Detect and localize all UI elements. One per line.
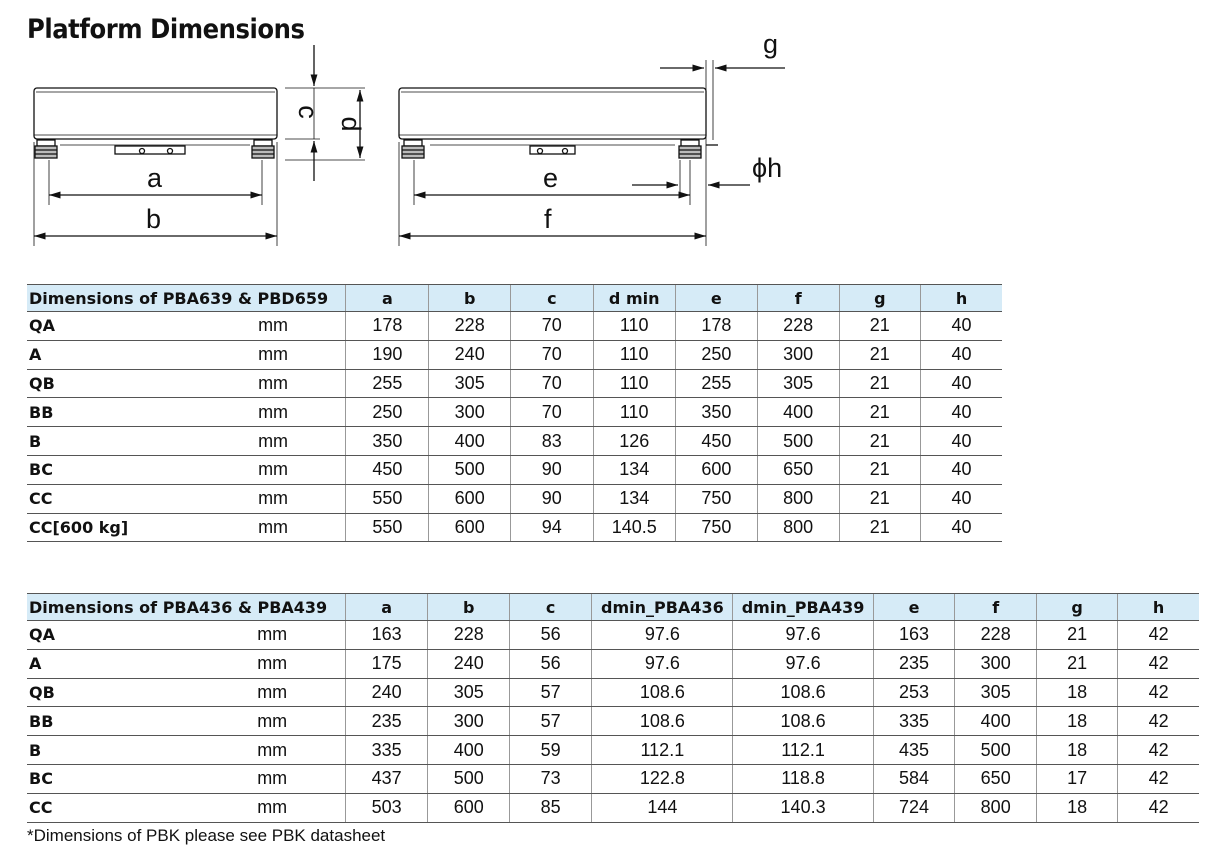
value-cell: 40 — [921, 513, 1002, 542]
value-cell: 724 — [873, 793, 955, 822]
value-cell: 21 — [1037, 621, 1118, 650]
value-cell: 350 — [675, 398, 757, 427]
value-cell: 118.8 — [733, 764, 873, 793]
table-row — [27, 398, 1002, 427]
unit-cell: mm — [200, 793, 346, 822]
value-cell: 112.1 — [733, 736, 873, 765]
value-cell: 57 — [510, 707, 592, 736]
platform-front-view — [34, 88, 277, 158]
column-header: g — [839, 285, 920, 312]
table-row — [27, 369, 1002, 398]
row-label: B — [27, 427, 201, 456]
value-cell: 83 — [511, 427, 593, 456]
value-cell: 240 — [428, 649, 510, 678]
value-cell: 500 — [757, 427, 839, 456]
table-row — [27, 340, 1002, 369]
value-cell: 40 — [921, 427, 1002, 456]
value-cell: 600 — [429, 484, 511, 513]
value-cell: 600 — [675, 455, 757, 484]
value-cell: 21 — [1037, 649, 1118, 678]
column-header: c — [510, 594, 592, 621]
value-cell: 800 — [757, 484, 839, 513]
value-cell: 134 — [593, 484, 675, 513]
value-cell: 18 — [1037, 793, 1118, 822]
table-row — [27, 427, 1002, 456]
value-cell: 18 — [1037, 707, 1118, 736]
value-cell: 112.1 — [592, 736, 733, 765]
value-cell: 500 — [428, 764, 510, 793]
label-f: f — [544, 204, 552, 234]
value-cell: 140.5 — [593, 513, 675, 542]
value-cell: 750 — [675, 513, 757, 542]
unit-cell: mm — [201, 455, 346, 484]
row-label: CC — [27, 484, 201, 513]
value-cell: 305 — [955, 678, 1037, 707]
value-cell: 163 — [873, 621, 955, 650]
value-cell: 42 — [1118, 678, 1199, 707]
value-cell: 228 — [428, 621, 510, 650]
value-cell: 110 — [593, 398, 675, 427]
value-cell: 140.3 — [733, 793, 873, 822]
value-cell: 108.6 — [733, 678, 873, 707]
value-cell: 235 — [345, 707, 428, 736]
value-cell: 178 — [675, 312, 757, 341]
value-cell: 300 — [428, 707, 510, 736]
value-cell: 650 — [955, 764, 1037, 793]
unit-cell: mm — [201, 398, 346, 427]
label-d: d — [336, 116, 366, 132]
table-row — [27, 793, 1199, 822]
page-title: Platform Dimensions — [27, 14, 305, 45]
table-row — [27, 455, 1002, 484]
column-header: dmin_PBA436 — [592, 594, 733, 621]
row-label: CC[600 kg] — [27, 513, 201, 542]
column-header: h — [921, 285, 1002, 312]
unit-cell: mm — [201, 484, 346, 513]
value-cell: 70 — [511, 369, 593, 398]
column-header: h — [1118, 594, 1199, 621]
unit-cell: mm — [200, 707, 346, 736]
table-title-header: Dimensions of PBA639 & PBD659 — [27, 285, 346, 312]
value-cell: 90 — [511, 455, 593, 484]
value-cell: 235 — [873, 649, 955, 678]
table-row — [27, 484, 1002, 513]
column-header: d min — [593, 285, 675, 312]
table-title-header: Dimensions of PBA436 & PBA439 — [27, 594, 345, 621]
label-b: b — [146, 204, 162, 234]
column-header: c — [511, 285, 593, 312]
column-header: g — [1037, 594, 1118, 621]
value-cell: 108.6 — [592, 678, 733, 707]
value-cell: 42 — [1118, 764, 1199, 793]
row-label: BC — [27, 764, 200, 793]
value-cell: 435 — [873, 736, 955, 765]
row-label: BB — [27, 398, 201, 427]
table-row — [27, 707, 1199, 736]
value-cell: 85 — [510, 793, 592, 822]
value-cell: 250 — [346, 398, 429, 427]
value-cell: 42 — [1118, 621, 1199, 650]
dimensions-table-pba639-pbd659 — [27, 284, 1002, 542]
value-cell: 108.6 — [592, 707, 733, 736]
value-cell: 90 — [511, 484, 593, 513]
value-cell: 40 — [921, 484, 1002, 513]
value-cell: 255 — [675, 369, 757, 398]
value-cell: 400 — [955, 707, 1037, 736]
value-cell: 400 — [757, 398, 839, 427]
unit-cell: mm — [201, 340, 346, 369]
table-header-row — [27, 594, 1199, 621]
column-header: b — [429, 285, 511, 312]
unit-cell: mm — [200, 678, 346, 707]
row-label: BC — [27, 455, 201, 484]
unit-cell: mm — [201, 369, 346, 398]
value-cell: 21 — [839, 398, 920, 427]
value-cell: 400 — [428, 736, 510, 765]
platform-side-view — [399, 88, 718, 158]
value-cell: 584 — [873, 764, 955, 793]
value-cell: 70 — [511, 398, 593, 427]
table-row — [27, 736, 1199, 765]
row-label: A — [27, 340, 201, 369]
value-cell: 18 — [1037, 736, 1118, 765]
column-header: e — [675, 285, 757, 312]
value-cell: 73 — [510, 764, 592, 793]
dimensions-table-pba436-pba439 — [27, 593, 1199, 823]
value-cell: 503 — [345, 793, 428, 822]
value-cell: 21 — [839, 312, 920, 341]
value-cell: 70 — [511, 340, 593, 369]
value-cell: 97.6 — [733, 621, 873, 650]
value-cell: 500 — [429, 455, 511, 484]
value-cell: 240 — [429, 340, 511, 369]
value-cell: 97.6 — [592, 621, 733, 650]
value-cell: 450 — [346, 455, 429, 484]
value-cell: 21 — [839, 513, 920, 542]
row-label: B — [27, 736, 200, 765]
label-g: g — [763, 29, 779, 59]
value-cell: 110 — [593, 369, 675, 398]
row-label: QA — [27, 621, 200, 650]
value-cell: 450 — [675, 427, 757, 456]
value-cell: 110 — [593, 312, 675, 341]
column-header: a — [346, 285, 429, 312]
value-cell: 228 — [955, 621, 1037, 650]
column-header: f — [955, 594, 1037, 621]
table-header-row — [27, 285, 1002, 312]
value-cell: 163 — [345, 621, 428, 650]
value-cell: 600 — [429, 513, 511, 542]
label-c: c — [293, 105, 323, 119]
value-cell: 305 — [757, 369, 839, 398]
row-label: A — [27, 649, 200, 678]
value-cell: 800 — [757, 513, 839, 542]
unit-cell: mm — [200, 621, 346, 650]
value-cell: 650 — [757, 455, 839, 484]
value-cell: 300 — [757, 340, 839, 369]
value-cell: 40 — [921, 398, 1002, 427]
value-cell: 97.6 — [592, 649, 733, 678]
value-cell: 126 — [593, 427, 675, 456]
table-row — [27, 649, 1199, 678]
value-cell: 600 — [428, 793, 510, 822]
value-cell: 800 — [955, 793, 1037, 822]
platform-dimension-drawing — [0, 0, 1221, 270]
row-label: BB — [27, 707, 200, 736]
unit-cell: mm — [200, 649, 346, 678]
footnote: *Dimensions of PBK please see PBK datasheet — [27, 826, 386, 845]
value-cell: 110 — [593, 340, 675, 369]
value-cell: 335 — [345, 736, 428, 765]
unit-cell: mm — [200, 764, 346, 793]
value-cell: 59 — [510, 736, 592, 765]
value-cell: 228 — [757, 312, 839, 341]
row-label: QA — [27, 312, 201, 341]
value-cell: 40 — [921, 369, 1002, 398]
column-header: f — [757, 285, 839, 312]
value-cell: 94 — [511, 513, 593, 542]
value-cell: 122.8 — [592, 764, 733, 793]
value-cell: 175 — [345, 649, 428, 678]
value-cell: 190 — [346, 340, 429, 369]
row-label: CC — [27, 793, 200, 822]
value-cell: 550 — [346, 484, 429, 513]
value-cell: 144 — [592, 793, 733, 822]
column-header: dmin_PBA439 — [733, 594, 873, 621]
value-cell: 42 — [1118, 793, 1199, 822]
table-row — [27, 312, 1002, 341]
value-cell: 40 — [921, 312, 1002, 341]
value-cell: 18 — [1037, 678, 1118, 707]
value-cell: 350 — [346, 427, 429, 456]
value-cell: 255 — [346, 369, 429, 398]
value-cell: 305 — [429, 369, 511, 398]
value-cell: 21 — [839, 427, 920, 456]
value-cell: 134 — [593, 455, 675, 484]
unit-cell: mm — [200, 736, 346, 765]
value-cell: 335 — [873, 707, 955, 736]
value-cell: 42 — [1118, 649, 1199, 678]
value-cell: 56 — [510, 621, 592, 650]
value-cell: 250 — [675, 340, 757, 369]
value-cell: 108.6 — [733, 707, 873, 736]
value-cell: 21 — [839, 369, 920, 398]
value-cell: 300 — [429, 398, 511, 427]
row-label: QB — [27, 369, 201, 398]
value-cell: 228 — [429, 312, 511, 341]
table-row — [27, 764, 1199, 793]
value-cell: 17 — [1037, 764, 1118, 793]
value-cell: 40 — [921, 340, 1002, 369]
value-cell: 437 — [345, 764, 428, 793]
unit-cell: mm — [201, 427, 346, 456]
value-cell: 42 — [1118, 707, 1199, 736]
column-header: a — [345, 594, 428, 621]
row-label: QB — [27, 678, 200, 707]
value-cell: 305 — [428, 678, 510, 707]
table-row — [27, 621, 1199, 650]
value-cell: 21 — [839, 455, 920, 484]
column-header: e — [873, 594, 955, 621]
value-cell: 550 — [346, 513, 429, 542]
value-cell: 253 — [873, 678, 955, 707]
value-cell: 240 — [345, 678, 428, 707]
value-cell: 21 — [839, 340, 920, 369]
unit-cell: mm — [201, 513, 346, 542]
value-cell: 500 — [955, 736, 1037, 765]
label-a: a — [147, 163, 163, 193]
value-cell: 21 — [839, 484, 920, 513]
value-cell: 400 — [429, 427, 511, 456]
table-row — [27, 513, 1002, 542]
value-cell: 97.6 — [733, 649, 873, 678]
label-h: ϕh — [752, 153, 783, 183]
table-row — [27, 678, 1199, 707]
value-cell: 300 — [955, 649, 1037, 678]
label-e: e — [543, 163, 559, 193]
value-cell: 57 — [510, 678, 592, 707]
value-cell: 70 — [511, 312, 593, 341]
value-cell: 56 — [510, 649, 592, 678]
value-cell: 178 — [346, 312, 429, 341]
value-cell: 40 — [921, 455, 1002, 484]
unit-cell: mm — [201, 312, 346, 341]
value-cell: 750 — [675, 484, 757, 513]
value-cell: 42 — [1118, 736, 1199, 765]
column-header: b — [428, 594, 510, 621]
